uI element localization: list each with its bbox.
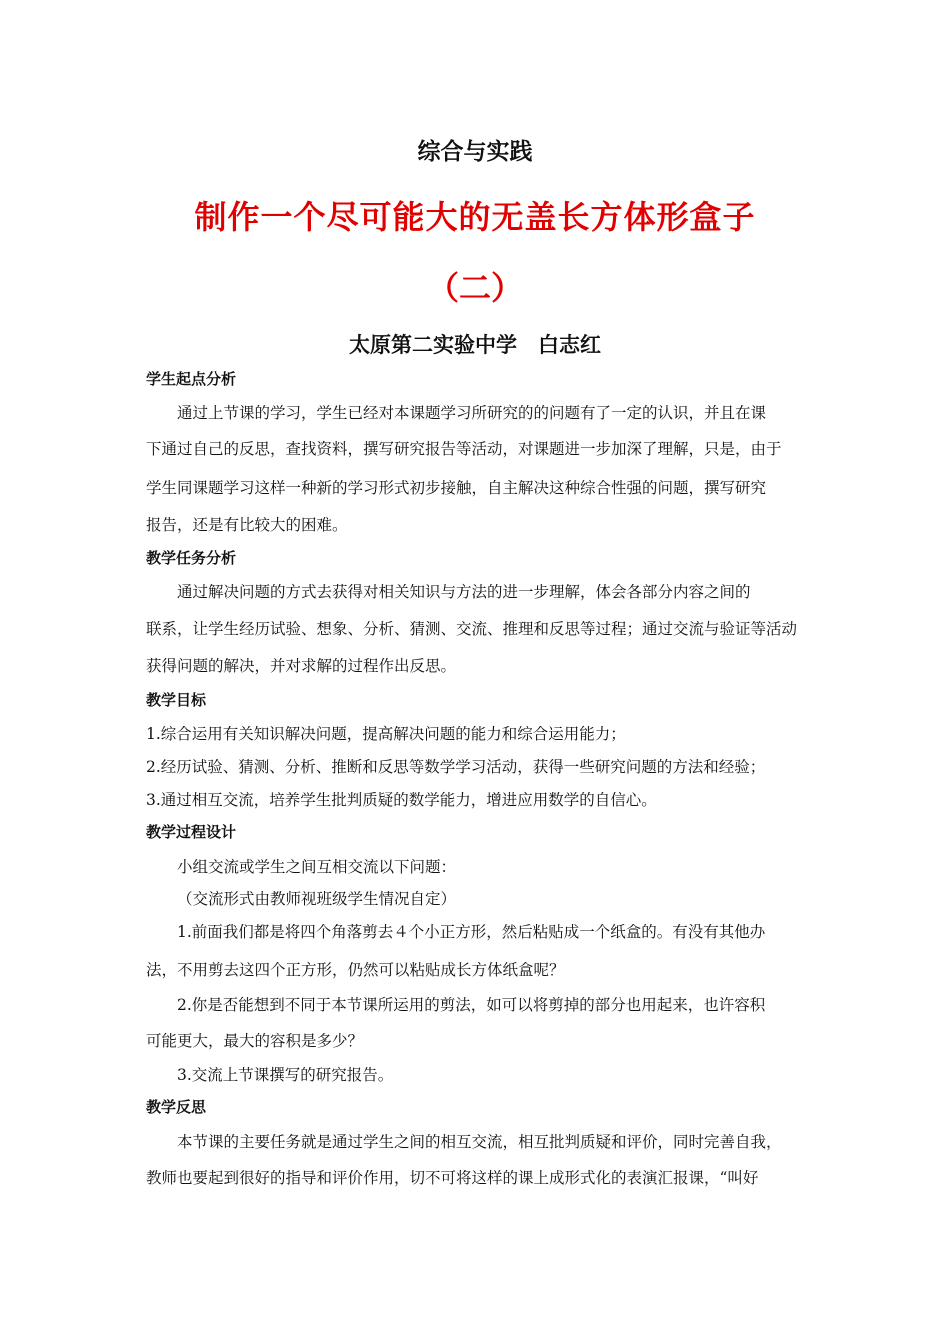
paragraph-line: 学生同课题学习这样一种新的学习形式初步接触，自主解决这种综合性强的问题，撰写研究: [146, 479, 767, 497]
goal-item: 3.通过相互交流，培养学生批判质疑的数学能力，增进应用数学的自信心。: [146, 791, 657, 809]
paragraph-line: 通过上节课的学习，学生已经对本课题学习所研究的的问题有了一定的认识，并且在课: [177, 404, 767, 422]
paragraph-line: 本节课的主要任务就是通过学生之间的相互交流，相互批判质疑和评价，同时完善自我，: [177, 1133, 782, 1151]
paragraph-line: 通过解决问题的方式去获得对相关知识与方法的进一步理解，体会各部分内容之间的: [177, 583, 751, 601]
section-heading-reflection: 教学反思: [146, 1098, 207, 1116]
author-line: 太原第二实验中学 白志红: [349, 332, 601, 357]
paragraph-line: （交流形式由教师视班级学生情况自定）: [177, 890, 457, 908]
paragraph-line: 联系，让学生经历试验、想象、分析、猜测、交流、推理和反思等过程；通过交流与验证等活动: [146, 620, 798, 638]
paragraph-line: 下通过自己的反思，查找资料，撰写研究报告等活动，对课题进一步加深了理解，只是，由于: [146, 440, 782, 458]
paragraph-line: 报告，还是有比较大的困难。: [146, 516, 348, 534]
section-heading-start: 学生起点分析: [146, 370, 237, 388]
paragraph-line: 可能更大，最大的容积是多少？: [146, 1032, 364, 1050]
section-heading-goals: 教学目标: [146, 691, 207, 709]
goal-item: 2.经历试验、猜测、分析、推断和反思等数学学习活动，获得一些研究问题的方法和经验；: [146, 758, 766, 776]
section-heading-task: 教学任务分析: [146, 549, 237, 567]
question-item: 3.交流上节课撰写的研究报告。: [177, 1066, 394, 1084]
paragraph-line: 法，不用剪去这四个正方形，仍然可以粘贴成长方体纸盒呢？: [146, 961, 565, 979]
part-title: （二）: [426, 269, 523, 307]
paragraph-line: 教师也要起到很好的指导和评价作用，切不可将这样的课上成形式化的表演汇报课，“叫好: [146, 1169, 759, 1187]
question-item: 2.你是否能想到不同于本节课所运用的剪法，如可以将剪掉的部分也用起来，也许容积: [177, 996, 766, 1014]
section-heading-process: 教学过程设计: [146, 823, 237, 841]
paragraph-line: 获得问题的解决，并对求解的过程作出反思。: [146, 657, 457, 675]
kicker-title: 综合与实践: [417, 138, 533, 165]
paragraph-line: 小组交流或学生之间互相交流以下问题：: [177, 858, 457, 876]
goal-item: 1.综合运用有关知识解决问题，提高解决问题的能力和综合运用能力；: [146, 725, 626, 743]
main-title: 制作一个尽可能大的无盖长方体形盒子: [194, 198, 756, 236]
question-item: 1.前面我们都是将四个角落剪去４个小正方形，然后粘贴成一个纸盒的。有没有其他办: [177, 923, 766, 941]
